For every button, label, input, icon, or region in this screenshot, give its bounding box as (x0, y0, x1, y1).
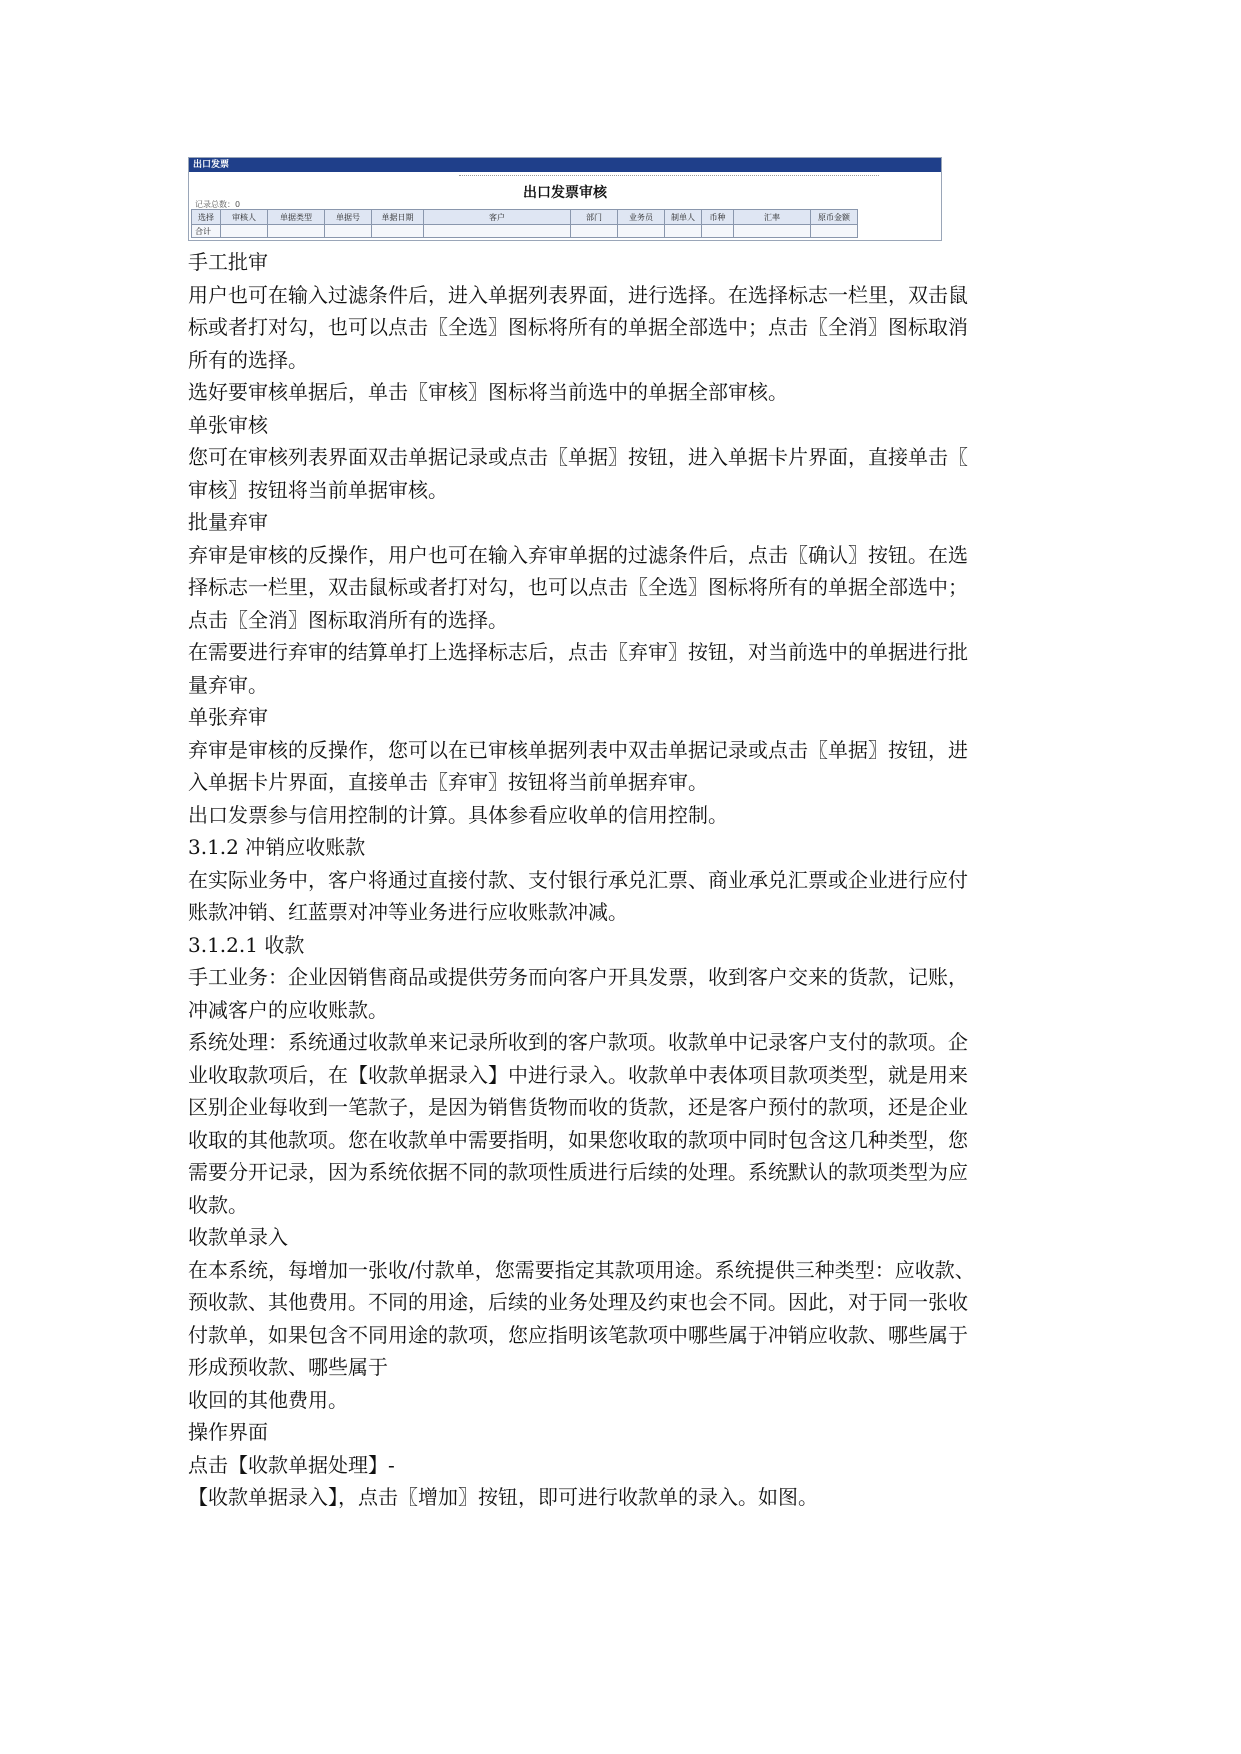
text-line: 您可在审核列表界面双击单据记录或点击〖单据〗按钮，进入单据卡片界面，直接单击〖 (188, 445, 968, 469)
col-select[interactable]: 选择 (192, 210, 221, 225)
text-line: 收款。 (188, 1192, 248, 1217)
total-label: 合计 (192, 225, 221, 238)
total-cell (811, 225, 858, 238)
text-line: 手工批审 (188, 250, 268, 274)
text-line: 用户也可在输入过滤条件后，进入单据列表界面，进行选择。在选择标志一栏里，双击鼠 (188, 282, 968, 307)
text-line: 选好要审核单据后，单击〖审核〗图标将当前选中的单据全部审核。 (188, 380, 788, 404)
text-line: 择标志一栏里，双击鼠标或者打对勾，也可以点击〖全选〗图标将所有的单据全部选中； (188, 575, 968, 599)
total-cell (268, 225, 325, 238)
text-line: 3.1.2 冲销应收账款 (188, 835, 366, 859)
col-doc-date[interactable]: 单据日期 (372, 210, 424, 225)
col-doc-type[interactable]: 单据类型 (268, 210, 325, 225)
text-line: 入单据卡片界面，直接单击〖弃审〗按钮将当前单据弃审。 (188, 770, 708, 794)
total-cell (702, 225, 734, 238)
text-line: 业收取款项后，在【收款单据录入】中进行录入。收款单中表体项目款项类型，就是用来 (188, 1062, 968, 1087)
col-creator[interactable]: 制单人 (665, 210, 702, 225)
text-line: 付款单，如果包含不同用途的款项，您应指明该笔款项中哪些属于冲销应收款、哪些属于 (188, 1322, 968, 1347)
text-line: 在需要进行弃审的结算单打上选择标志后，点击〖弃审〗按钮，对当前选中的单据进行批 (188, 640, 968, 664)
total-cell (734, 225, 811, 238)
total-cell (221, 225, 268, 238)
text-line: 收回的其他费用。 (188, 1387, 348, 1412)
record-count-label: 记录总数：0 (195, 200, 241, 209)
total-cell (665, 225, 702, 238)
total-cell (372, 225, 424, 238)
total-cell (424, 225, 571, 238)
col-rate[interactable]: 汇率 (734, 210, 811, 225)
text-line: 需要分开记录，因为系统依据不同的款项性质进行后续的处理。系统默认的款项类型为应 (188, 1160, 968, 1184)
window-title: 出口发票 (189, 158, 941, 172)
invoice-list-table (191, 209, 858, 238)
col-auditor[interactable]: 审核人 (221, 210, 268, 225)
total-cell (618, 225, 665, 238)
text-line: 冲减客户的应收账款。 (188, 997, 388, 1022)
text-line: 系统处理：系统通过收款单来记录所收到的客户款项。收款单中记录客户支付的款项。企 (188, 1030, 968, 1054)
text-line: 出口发票参与信用控制的计算。具体参看应收单的信用控制。 (188, 802, 728, 827)
text-line: 【收款单据录入】，点击〖增加〗按钮，即可进行收款单的录入。如图。 (188, 1485, 818, 1509)
invoice-audit-screenshot (188, 157, 942, 241)
text-line: 点击〖全消〗图标取消所有的选择。 (188, 607, 508, 632)
text-line: 收款单录入 (188, 1225, 288, 1249)
text-line: 收取的其他款项。您在收款单中需要指明，如果您收取的款项中同时包含这几种类型，您 (188, 1127, 968, 1152)
col-department[interactable]: 部门 (571, 210, 618, 225)
text-line: 形成预收款、哪些属于 (188, 1355, 388, 1379)
text-line: 单张审核 (188, 412, 268, 437)
text-line: 审核〗按钮将当前单据审核。 (188, 477, 448, 502)
total-row (192, 225, 858, 238)
text-line: 单张弃审 (188, 705, 268, 729)
text-line: 量弃审。 (188, 672, 268, 697)
text-line: 标或者打对勾，也可以点击〖全选〗图标将所有的单据全部选中；点击〖全消〗图标取消 (188, 315, 968, 339)
text-line: 在实际业务中，客户将通过直接付款、支付银行承兑汇票、商业承兑汇票或企业进行应付 (188, 867, 968, 892)
document-body (188, 246, 1043, 1514)
total-cell (325, 225, 372, 238)
table-header-row (192, 210, 858, 225)
text-line: 点击【收款单据处理】- (188, 1452, 395, 1477)
text-line: 3.1.2.1 收款 (188, 932, 305, 957)
text-line: 预收款、其他费用。不同的用途，后续的业务处理及约束也会不同。因此，对于同一张收 (188, 1290, 968, 1314)
text-line: 在本系统，每增加一张收/付款单，您需要指定其款项用途。系统提供三种类型：应收款、 (188, 1257, 975, 1282)
text-line: 操作界面 (188, 1420, 268, 1444)
text-line: 弃审是审核的反操作，您可以在已审核单据列表中双击单据记录或点击〖单据〗按钮，进 (188, 737, 968, 762)
col-customer[interactable]: 客户 (424, 210, 571, 225)
text-line: 区别企业每收到一笔款子，是因为销售货物而收的货款，还是客户预付的款项，还是企业 (188, 1095, 968, 1119)
total-cell (571, 225, 618, 238)
col-doc-no[interactable]: 单据号 (325, 210, 372, 225)
text-line: 批量弃审 (188, 510, 268, 534)
text-line: 手工业务：企业因销售商品或提供劳务而向客户开具发票，收到客户交来的货款，记账， (188, 965, 968, 989)
toolbar-divider (459, 175, 879, 178)
text-line: 账款冲销、红蓝票对冲等业务进行应收账款冲减。 (188, 900, 628, 924)
col-amount[interactable]: 原币金额 (811, 210, 858, 225)
text-line: 弃审是审核的反操作，用户也可在输入弃审单据的过滤条件后，点击〖确认〗按钮。在选 (188, 542, 968, 567)
screenshot-heading: 出口发票审核 (523, 185, 607, 201)
col-salesperson[interactable]: 业务员 (618, 210, 665, 225)
text-line: 所有的选择。 (188, 347, 308, 372)
col-currency[interactable]: 币种 (702, 210, 734, 225)
